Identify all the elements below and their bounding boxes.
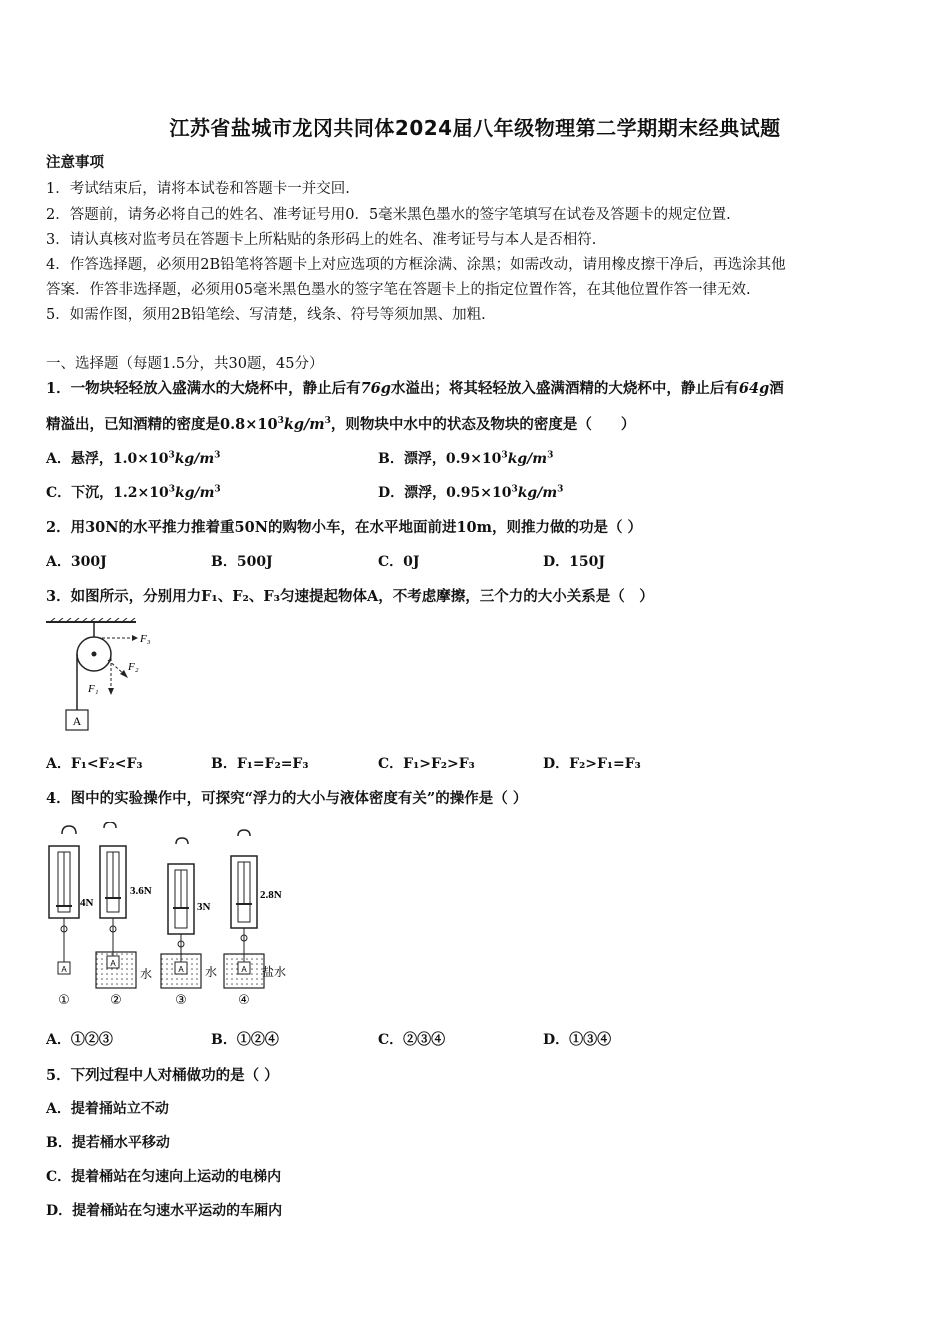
- svg-text:水: 水: [140, 967, 153, 981]
- q2-stem: 2．用30N的水平推力推着重50N的购物小车，在水平地面前进10m，则推力做的功是（ ）: [46, 519, 643, 536]
- q1-text-b: 水溢出；将其轻轻放入盛满酒精的大烧杯中，静止后有: [390, 380, 739, 397]
- q1-density-value: 0.8×10: [220, 416, 278, 433]
- q4-spring-scale-figure: [40, 822, 300, 1012]
- svg-text:A: A: [241, 965, 247, 974]
- notice-item-3: 3．请认真核对监考员在答题卡上所粘贴的条形码上的姓名、准考证号与本人是否相符.: [46, 232, 597, 248]
- spring-scale-3: [161, 838, 217, 1008]
- svg-text:①: ①: [58, 993, 70, 1008]
- page-title: 江苏省盐城市龙冈共同体2024届八年级物理第二学期期末经典试题: [169, 116, 781, 140]
- q4-option-b[interactable]: B．①②④: [211, 1032, 279, 1048]
- svg-text:F₃: F₃: [140, 633, 151, 645]
- svg-text:F₁: F₁: [88, 683, 99, 695]
- spring-scale-4: [224, 830, 286, 1008]
- q3-pulley-figure: [44, 618, 164, 738]
- svg-text:②: ②: [110, 993, 122, 1008]
- q1-stem-line2: [46, 413, 635, 434]
- q1-density-unit: kg/m: [283, 416, 325, 433]
- svg-text:4N: 4N: [80, 897, 94, 909]
- q1-density-unit-exp: 3: [324, 416, 331, 427]
- q1-density-exp: 3: [277, 416, 284, 427]
- q5-option-a[interactable]: A．提着捅站立不动: [46, 1101, 169, 1117]
- q3-option-a[interactable]: A．F₁<F₂<F₃: [46, 756, 143, 772]
- q4-stem: 4．图中的实验操作中，可探究“浮力的大小与液体密度有关”的操作是（ ）: [46, 790, 528, 807]
- q1-option-b[interactable]: B．漂浮，$0.9\times 10^3kg/m^3$: [378, 450, 554, 467]
- q2-option-b[interactable]: B．500J: [211, 554, 273, 570]
- svg-text:3N: 3N: [197, 901, 211, 913]
- q5-option-b[interactable]: B．提若桶水平移动: [46, 1135, 170, 1151]
- q1-mass-water: 76g: [360, 380, 391, 397]
- q1-text-d: 精溢出，已知酒精的密度是: [46, 416, 220, 433]
- svg-text:③: ③: [175, 993, 187, 1008]
- q2-option-a[interactable]: A．300J: [46, 554, 107, 570]
- svg-text:盐水: 盐水: [262, 965, 287, 979]
- q3-stem: 3．如图所示，分别用力F₁、F₂、F₃匀速提起物体A，不考虑摩擦，三个力的大小关系是（ ）: [46, 588, 654, 605]
- notice-item-1: 1．考试结束后，请将本试卷和答题卡一并交回.: [46, 181, 350, 197]
- svg-text:2.8N: 2.8N: [260, 889, 282, 901]
- notice-heading: 注意事项: [46, 154, 104, 171]
- q4-option-c[interactable]: C．②③④: [378, 1032, 446, 1048]
- q1-text-e: ，则物块中水中的状态及物块的密度是（ ）: [330, 416, 636, 433]
- q2-option-c[interactable]: C．0J: [378, 554, 420, 570]
- notice-item-4-cont: 答案．作答非选择题，必须用05毫米黑色墨水的签字笔在答题卡上的指定位置作答，在其他位置作答一律无效.: [46, 282, 751, 298]
- q1-option-a[interactable]: A．悬浮，$1.0\times 10^3kg/m^3$: [46, 450, 221, 467]
- q3-option-c[interactable]: C．F₁>F₂>F₃: [378, 756, 475, 772]
- q2-option-d[interactable]: D．150J: [543, 554, 605, 570]
- q1-option-c[interactable]: C．下沉，$1.2\times 10^3kg/m^3$: [46, 484, 221, 501]
- q4-option-a[interactable]: A．①②③: [46, 1032, 113, 1048]
- svg-text:A: A: [61, 965, 67, 974]
- q1-text-c: 酒: [769, 380, 784, 397]
- spring-scale-1: [49, 826, 94, 1008]
- svg-text:A: A: [178, 965, 184, 974]
- svg-text:3.6N: 3.6N: [130, 885, 152, 897]
- q1-mass-alcohol: 64g: [738, 380, 770, 397]
- spring-scale-2: [96, 822, 152, 1008]
- q3-option-d[interactable]: D．F₂>F₁=F₃: [543, 756, 641, 772]
- q1-option-d[interactable]: D．漂浮，$0.95\times 10^3kg/m^3$: [378, 484, 564, 501]
- svg-text:④: ④: [238, 993, 250, 1008]
- svg-text:水: 水: [205, 965, 218, 979]
- q3-option-b[interactable]: B．F₁=F₂=F₃: [211, 756, 309, 772]
- svg-text:F₂: F₂: [128, 661, 139, 673]
- q5-stem: 5．下列过程中人对桶做功的是（ ）: [46, 1067, 279, 1084]
- svg-text:A: A: [72, 714, 82, 728]
- notice-item-5: 5．如需作图，须用2B铅笔绘、写清楚，线条、符号等须加黑、加粗.: [46, 307, 486, 323]
- notice-item-2: 2．答题前，请务必将自己的姓名、准考证号用0．5毫米黑色墨水的签字笔填写在试卷及答题卡的规定位置.: [46, 207, 731, 223]
- notice-item-4: 4．作答选择题，必须用2B铅笔将答题卡上对应选项的方框涂满、涂黑；如需改动，请用橡皮擦干净后，再选涂其他: [46, 257, 786, 273]
- svg-text:A: A: [110, 959, 116, 968]
- section-heading: 一、选择题（每题1.5分，共30题，45分）: [46, 356, 324, 372]
- q1-stem-line1: [46, 377, 784, 398]
- q5-option-d[interactable]: D．提着桶站在匀速水平运动的车厢内: [46, 1203, 283, 1219]
- q4-option-d[interactable]: D．①③④: [543, 1032, 612, 1048]
- q5-option-c[interactable]: C．提着桶站在匀速向上运动的电梯内: [46, 1169, 282, 1185]
- q1-text-a: 1．一物块轻轻放入盛满水的大烧杯中，静止后有: [46, 380, 361, 397]
